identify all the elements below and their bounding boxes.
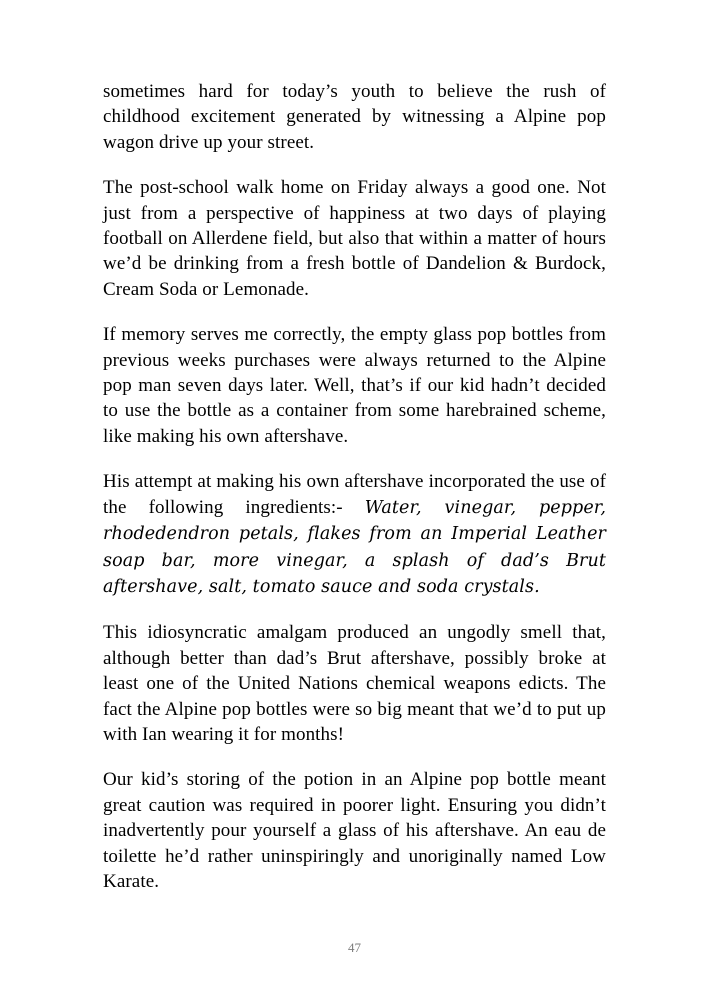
paragraph-1 <box>103 79 606 155</box>
body-text-block <box>103 79 606 894</box>
paragraph-1-text: sometimes hard for today’s youth to believe the rush of childhood excitement generated by witnessing a Alpine pop wagon drive up your street. <box>103 81 606 153</box>
paragraph-2-text: The post-school walk home on Friday always a good one. Not just from a perspective of happiness at two days of playing football on Allerdene field, but also that within a matter of hours we’d be drinking from a fresh bottle of Dandelion & Burdock, Cream Soda or Lemonade. <box>103 177 606 300</box>
page-number: 47 <box>348 940 361 955</box>
paragraph-6 <box>103 767 606 894</box>
paragraph-6-text: Our kid’s storing of the potion in an Alpine pop bottle meant great caution was required in poorer light. Ensuring you didn’t inadvertently pour yourself a glass of his aftershave. An eau de toilette he’d rather uninspiringly and unoriginally named Low Karate. <box>103 769 606 892</box>
paragraph-4-lead-text: His attempt at making his own aftershave incorporated the use of the following ingredients:- <box>103 471 606 518</box>
paragraph-3 <box>103 322 606 449</box>
paragraph-4 <box>103 469 606 600</box>
paragraph-2 <box>103 175 606 302</box>
paragraph-5-text: This idiosyncratic amalgam produced an ungodly smell that, although better than dad’s Brut aftershave, possibly broke at least one of the United Nations chemical weapons edicts. The fact the Alpine pop bottles were so big meant that we’d to put up with Ian wearing it for months! <box>103 622 606 745</box>
paragraph-5 <box>103 620 606 747</box>
paragraph-4-ingredients-italic-text: Water, vinegar, pepper, rhodedendron petals, flakes from an Imperial Leather soap bar, more vinegar, a splash of dad’s Brut aftershave, salt, tomato sauce and soda crystals. <box>103 497 606 597</box>
paragraph-3-text: If memory serves me correctly, the empty glass pop bottles from previous weeks purchases were always returned to the Alpine pop man seven days later. Well, that’s if our kid hadn’t decided to use the bottle as a container from some harebrained scheme, like making his own aftershave. <box>103 324 606 447</box>
